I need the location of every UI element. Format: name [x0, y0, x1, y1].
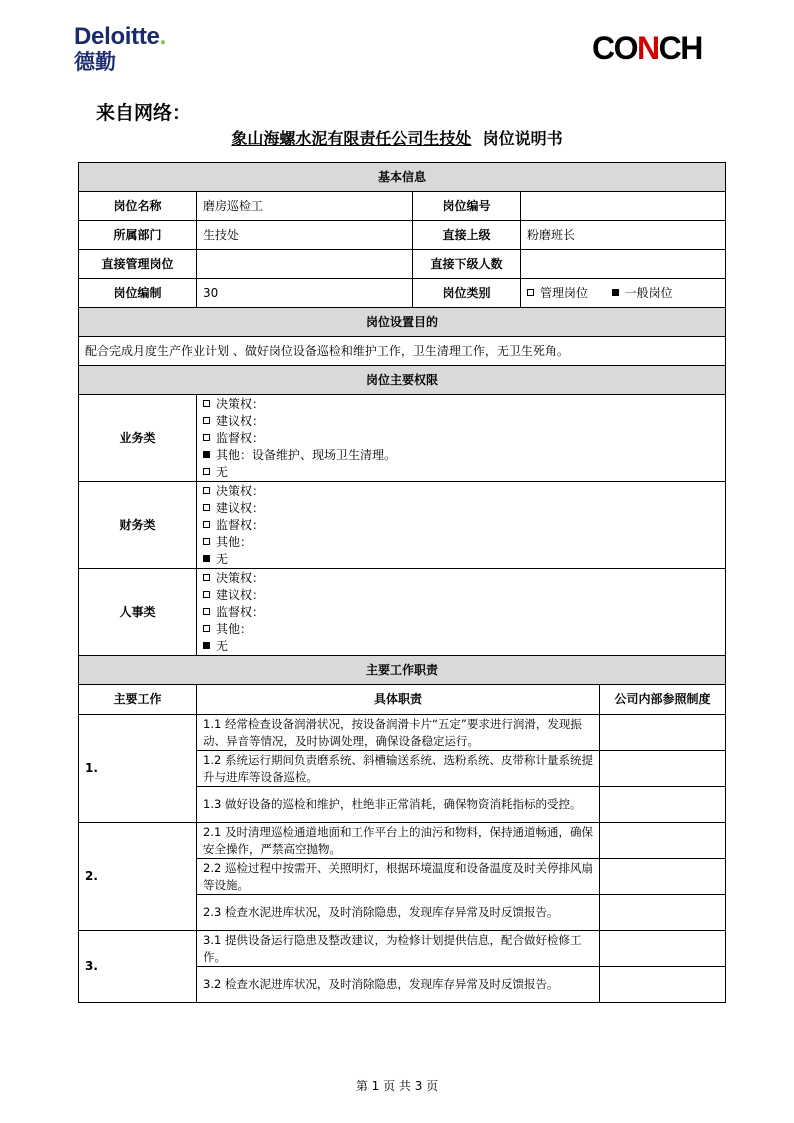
- duty-reference: [600, 967, 726, 1003]
- authority-category-label: 人事类: [79, 569, 197, 656]
- authority-option: [203, 430, 719, 447]
- deloitte-logo-chinese: 德勤: [74, 50, 116, 74]
- duty-detail: 2.3 检查水泥进库状况，及时消除隐患，发现库存异常及时反馈报告。: [197, 895, 600, 931]
- authority-option: [203, 464, 719, 481]
- direct-post-label: 直接管理岗位: [79, 250, 197, 279]
- authority-option-label: 其他：: [216, 621, 253, 636]
- authority-option: [203, 517, 719, 534]
- authority-option-label: 监督权：: [216, 604, 265, 619]
- duty-reference: [600, 751, 726, 787]
- checkbox-checked-icon: [203, 555, 210, 562]
- checkbox-unchecked-icon: [203, 434, 210, 441]
- company-name: 象山海螺水泥有限责任公司生技处: [231, 129, 472, 148]
- authority-option: [203, 621, 719, 638]
- authority-option-label: 无: [216, 464, 229, 479]
- checkbox-unchecked-icon: [203, 468, 210, 475]
- checkbox-unchecked-icon: [203, 538, 210, 545]
- category-options: 管理岗位 一般岗位: [521, 279, 726, 308]
- authority-options: [197, 395, 726, 482]
- checkbox-unchecked-icon: [203, 521, 210, 528]
- duty-reference: [600, 895, 726, 931]
- post-no-label: 岗位编号: [413, 192, 521, 221]
- authority-category-label: 财务类: [79, 482, 197, 569]
- post-no-value: [521, 192, 726, 221]
- post-name-label: 岗位名称: [79, 192, 197, 221]
- duty-detail: 1.2 系统运行期间负责磨系统、斜槽输送系统、选粉系统、皮带称计量系统提升与进库等设备巡检。: [197, 751, 600, 787]
- duty-detail: 3.2 检查水泥进库状况，及时消除隐患，发现库存异常及时反馈报告。: [197, 967, 600, 1003]
- authority-row: [79, 395, 726, 482]
- col-main-work: 主要工作: [79, 685, 197, 715]
- duty-reference: [600, 931, 726, 967]
- duty-detail: 3.1 提供设备运行隐患及整改建议，为检修计划提供信息，配合做好检修工作。: [197, 931, 600, 967]
- authority-category-label: 业务类: [79, 395, 197, 482]
- authority-option-label: 建议权：: [216, 587, 265, 602]
- duty-detail: 1.3 做好设备的巡检和维护，杜绝非正常消耗，确保物资消耗指标的受控。: [197, 787, 600, 823]
- authority-row: [79, 482, 726, 569]
- authority-row: [79, 569, 726, 656]
- dept-label: 所属部门: [79, 221, 197, 250]
- deloitte-logo: [74, 24, 166, 74]
- purpose-text: 配合完成月度生产作业计划 、做好岗位设备巡检和维护工作，卫生清理工作，无卫生死角。: [79, 337, 726, 366]
- post-name-value: 磨房巡检工: [197, 192, 413, 221]
- authority-option: [203, 570, 719, 587]
- checkbox-unchecked-icon: [203, 608, 210, 615]
- authority-options: [197, 569, 726, 656]
- duty-reference: [600, 823, 726, 859]
- conch-logo: CONCH: [592, 30, 702, 66]
- job-description-table: [78, 162, 726, 1003]
- duty-detail: 2.2 巡检过程中按需开、关照明灯，根据环境温度和设备温度及时关停排风扇等设施。: [197, 859, 600, 895]
- checkbox-checked-icon: [203, 451, 210, 458]
- document-title: [0, 126, 794, 149]
- subordinate-count-value: [521, 250, 726, 279]
- authority-option: [203, 413, 719, 430]
- duty-group-number: 1.: [79, 715, 197, 823]
- dept-value: 生技处: [197, 221, 413, 250]
- authority-option: [203, 500, 719, 517]
- checkbox-checked-icon: [203, 642, 210, 649]
- authority-option-label: 决策权：: [216, 570, 265, 585]
- duty-reference: [600, 787, 726, 823]
- section-purpose: 岗位设置目的: [79, 308, 726, 337]
- checkbox-checked-icon: [612, 289, 619, 296]
- checkbox-unchecked-icon: [527, 289, 534, 296]
- authority-option: [203, 604, 719, 621]
- checkbox-unchecked-icon: [203, 625, 210, 632]
- authority-option-label: 决策权：: [216, 396, 265, 411]
- section-duties: 主要工作职责: [79, 656, 726, 685]
- authority-options: [197, 482, 726, 569]
- deloitte-logo-text: Deloitte.: [74, 23, 166, 50]
- authority-option: [203, 551, 719, 568]
- duty-row: [79, 823, 726, 859]
- direct-post-value: [197, 250, 413, 279]
- authority-option-label: 决策权：: [216, 483, 265, 498]
- source-label: 来自网络：: [96, 102, 192, 124]
- superior-value: 粉磨班长: [521, 221, 726, 250]
- checkbox-unchecked-icon: [203, 504, 210, 511]
- checkbox-unchecked-icon: [203, 417, 210, 424]
- checkbox-unchecked-icon: [203, 591, 210, 598]
- authority-option: [203, 396, 719, 413]
- authority-option: [203, 587, 719, 604]
- subordinate-count-label: 直接下级人数: [413, 250, 521, 279]
- authority-option: [203, 638, 719, 655]
- authority-option-label: 其他：设备维护、现场卫生清理。: [216, 447, 397, 462]
- duty-row: [79, 715, 726, 751]
- duty-detail: 2.1 及时清理巡检通道地面和工作平台上的油污和物料，保持通道畅通，确保安全操作，严禁高空抛物。: [197, 823, 600, 859]
- section-authority: 岗位主要权限: [79, 366, 726, 395]
- title-suffix: 岗位说明书: [471, 129, 563, 148]
- authority-option: [203, 534, 719, 551]
- authority-option-label: 监督权：: [216, 517, 265, 532]
- authority-option: [203, 447, 719, 464]
- authority-option-label: 其他：: [216, 534, 253, 549]
- authority-option: [203, 483, 719, 500]
- authority-option-label: 无: [216, 638, 229, 653]
- duty-detail: 1.1 经常检查设备润滑状况，按设备润滑卡片“五定”要求进行润滑，发现振动、异音等情况，及时协调处理，确保设备稳定运行。: [197, 715, 600, 751]
- checkbox-unchecked-icon: [203, 574, 210, 581]
- checkbox-unchecked-icon: [203, 487, 210, 494]
- superior-label: 直接上级: [413, 221, 521, 250]
- category-label: 岗位类别: [413, 279, 521, 308]
- authority-option-label: 监督权：: [216, 430, 265, 445]
- col-reference-policy: 公司内部参照制度: [600, 685, 726, 715]
- checkbox-unchecked-icon: [203, 400, 210, 407]
- headcount-value: 30: [197, 279, 413, 308]
- duty-row: [79, 931, 726, 967]
- duty-reference: [600, 859, 726, 895]
- col-detail-duty: 具体职责: [197, 685, 600, 715]
- authority-option-label: 建议权：: [216, 413, 265, 428]
- section-basic-info: 基本信息: [79, 163, 726, 192]
- authority-option-label: 建议权：: [216, 500, 265, 515]
- page-footer: 第 1 页 共 3 页: [355, 1079, 439, 1093]
- duty-reference: [600, 715, 726, 751]
- headcount-label: 岗位编制: [79, 279, 197, 308]
- duty-group-number: 2.: [79, 823, 197, 931]
- authority-option-label: 无: [216, 551, 229, 566]
- duty-group-number: 3.: [79, 931, 197, 1003]
